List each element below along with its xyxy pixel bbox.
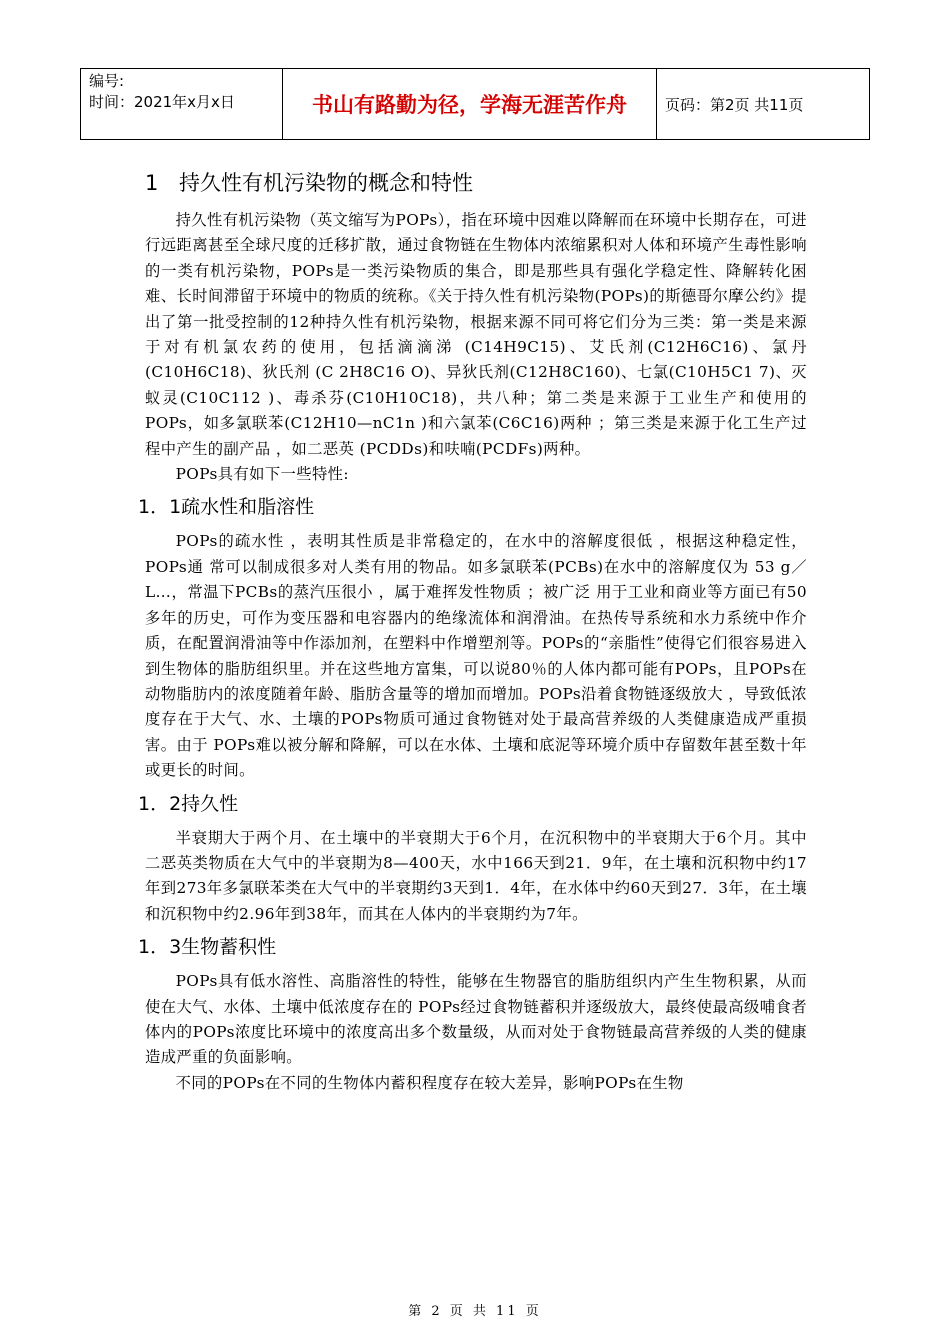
section-1-1-paragraph: POPs的疏水性 ，表明其性质是非常稳定的，在水中的溶解度很低 ，根据这种稳定性，POPs通 常可以制成很多对人类有用的物品。如多氯联苯(PCBs)在水中的溶解度仅为 53 g／L…，常温下PCBs的蒸汽压很小 ，属于难挥发性物质 ；被广泛 用于工业和商业等方面已有50多年的历史，可作为变压器和电容器内的绝缘流体和润滑油。在热传导系统和水力系统中作介质，在配置润滑油等中作添加剂，在塑料中作增塑剂等。POPs的“亲脂性”使得它们很容易进入到生物体的脂肪组织里。并在这些地方富集，可以说80％的人体内都可能有POPs，且POPs在动物脂肪内的浓度随着年龄、脂肪含量等的增加而增加。POPs沿着食物链逐级放大 ，导致低浓度存在于大气、水、土壤的POPs物质可通过食物链对处于最高营养级的人类健康造成严重损害。由于 POPs难以被分解和降解，可以在水体、土壤和底泥等环境介质中存留数年甚至数十年或更长的时间。 [145, 532, 807, 780]
section-1-number: 1 [145, 171, 159, 195]
section-1-paragraph-2: POPs具有如下一些特性: [175, 465, 349, 484]
section-1-2-heading: 1．2持久性 [138, 792, 239, 815]
header-meta [81, 69, 283, 139]
document-body [138, 168, 807, 1096]
section-1-3-paragraph-1: POPs具有低水溶性、高脂溶性的特性，能够在生物器官的脂肪组织内产生生物积累，从而使在大气、水体、土壤中低浓度存在的 POPs经过食物链蓄积并逐级放大，最终使最高级哺食者体内的POPs浓度比环境中的浓度高出多个数量级，从而对处于食物链最高营养级的人类的健康造成严重的负面影响。 [145, 972, 807, 1067]
page-footer: 第 2 页 共 11 页 [408, 1304, 542, 1319]
document-time: 时间：2021年x月x日 [89, 93, 235, 111]
section-1-1-heading: 1．1疏水性和脂溶性 [138, 496, 315, 519]
header-page-info: 页码：第2页 共11页 [665, 95, 804, 114]
section-1-title: 持久性有机污染物的概念和特性 [179, 171, 473, 195]
header-table [80, 68, 870, 140]
section-1-3-paragraph-2: 不同的POPs在不同的生物体内蓄积程度存在较大差异，影响POPs在生物 [175, 1073, 684, 1092]
section-1-3-heading: 1．3生物蓄积性 [138, 936, 277, 959]
section-1-2-paragraph: 半衰期大于两个月、在土壤中的半衰期大于6个月，在沉积物中的半衰期大于6个月。其中二恶英类物质在大气中的半衰期为8—400天，水中166天到21．9年，在土壤和沉积物中约17年到273年多氯联苯类在大气中的半衰期约3天到1．4年，在水体中约60天到27．3年，在土壤和沉积物中约2.96年到38年，而其在人体内的半衰期约为7年。 [145, 828, 807, 923]
document-number-label: 编号: [89, 72, 125, 90]
section-1-paragraph-1: 持久性有机污染物（英文缩写为POPs），指在环境中因难以降解而在环境中长期存在，可进行远距离甚至全球尺度的迁移扩散，通过食物链在生物体内浓缩累积对人体和环境产生毒性影响的一类有机污染物，POPs是一类污染物质的集合，即是那些具有强化学稳定性、降解转化困难、长时间滞留于环境中的物质的统称。《关于持久性有机污染物(POPs)的斯德哥尔摩公约》提出了第一批受控制的12种持久性有机污染物，根据来源不同可将它们分为三类：第一类是来源于对有机氯农药的使用，包括滴滴涕 (C14H9C15)、艾氏剂(C12H6C16)、氯丹(C10H6C18)、狄氏剂 (C 2H8C16 O)、异狄氏剂(C12H8C160)、七氯(C10H5C1 7)、灭蚁灵(C10C112 )、毒杀芬(C10H10C18)，共八种；第二类是来源于工业生产和使用的POPs，如多氯联苯(C12H10—nC1n )和六氯苯(C6C16)两种 ；第三类是来源于化工生产过程中产生的副产品 ，如二恶英 (PCDDs)和呋喃(PCDFs)两种。 [145, 211, 807, 458]
section-1-heading [145, 168, 807, 198]
header-motto: 书山有路勤为径，学海无涯苦作舟 [283, 69, 657, 139]
